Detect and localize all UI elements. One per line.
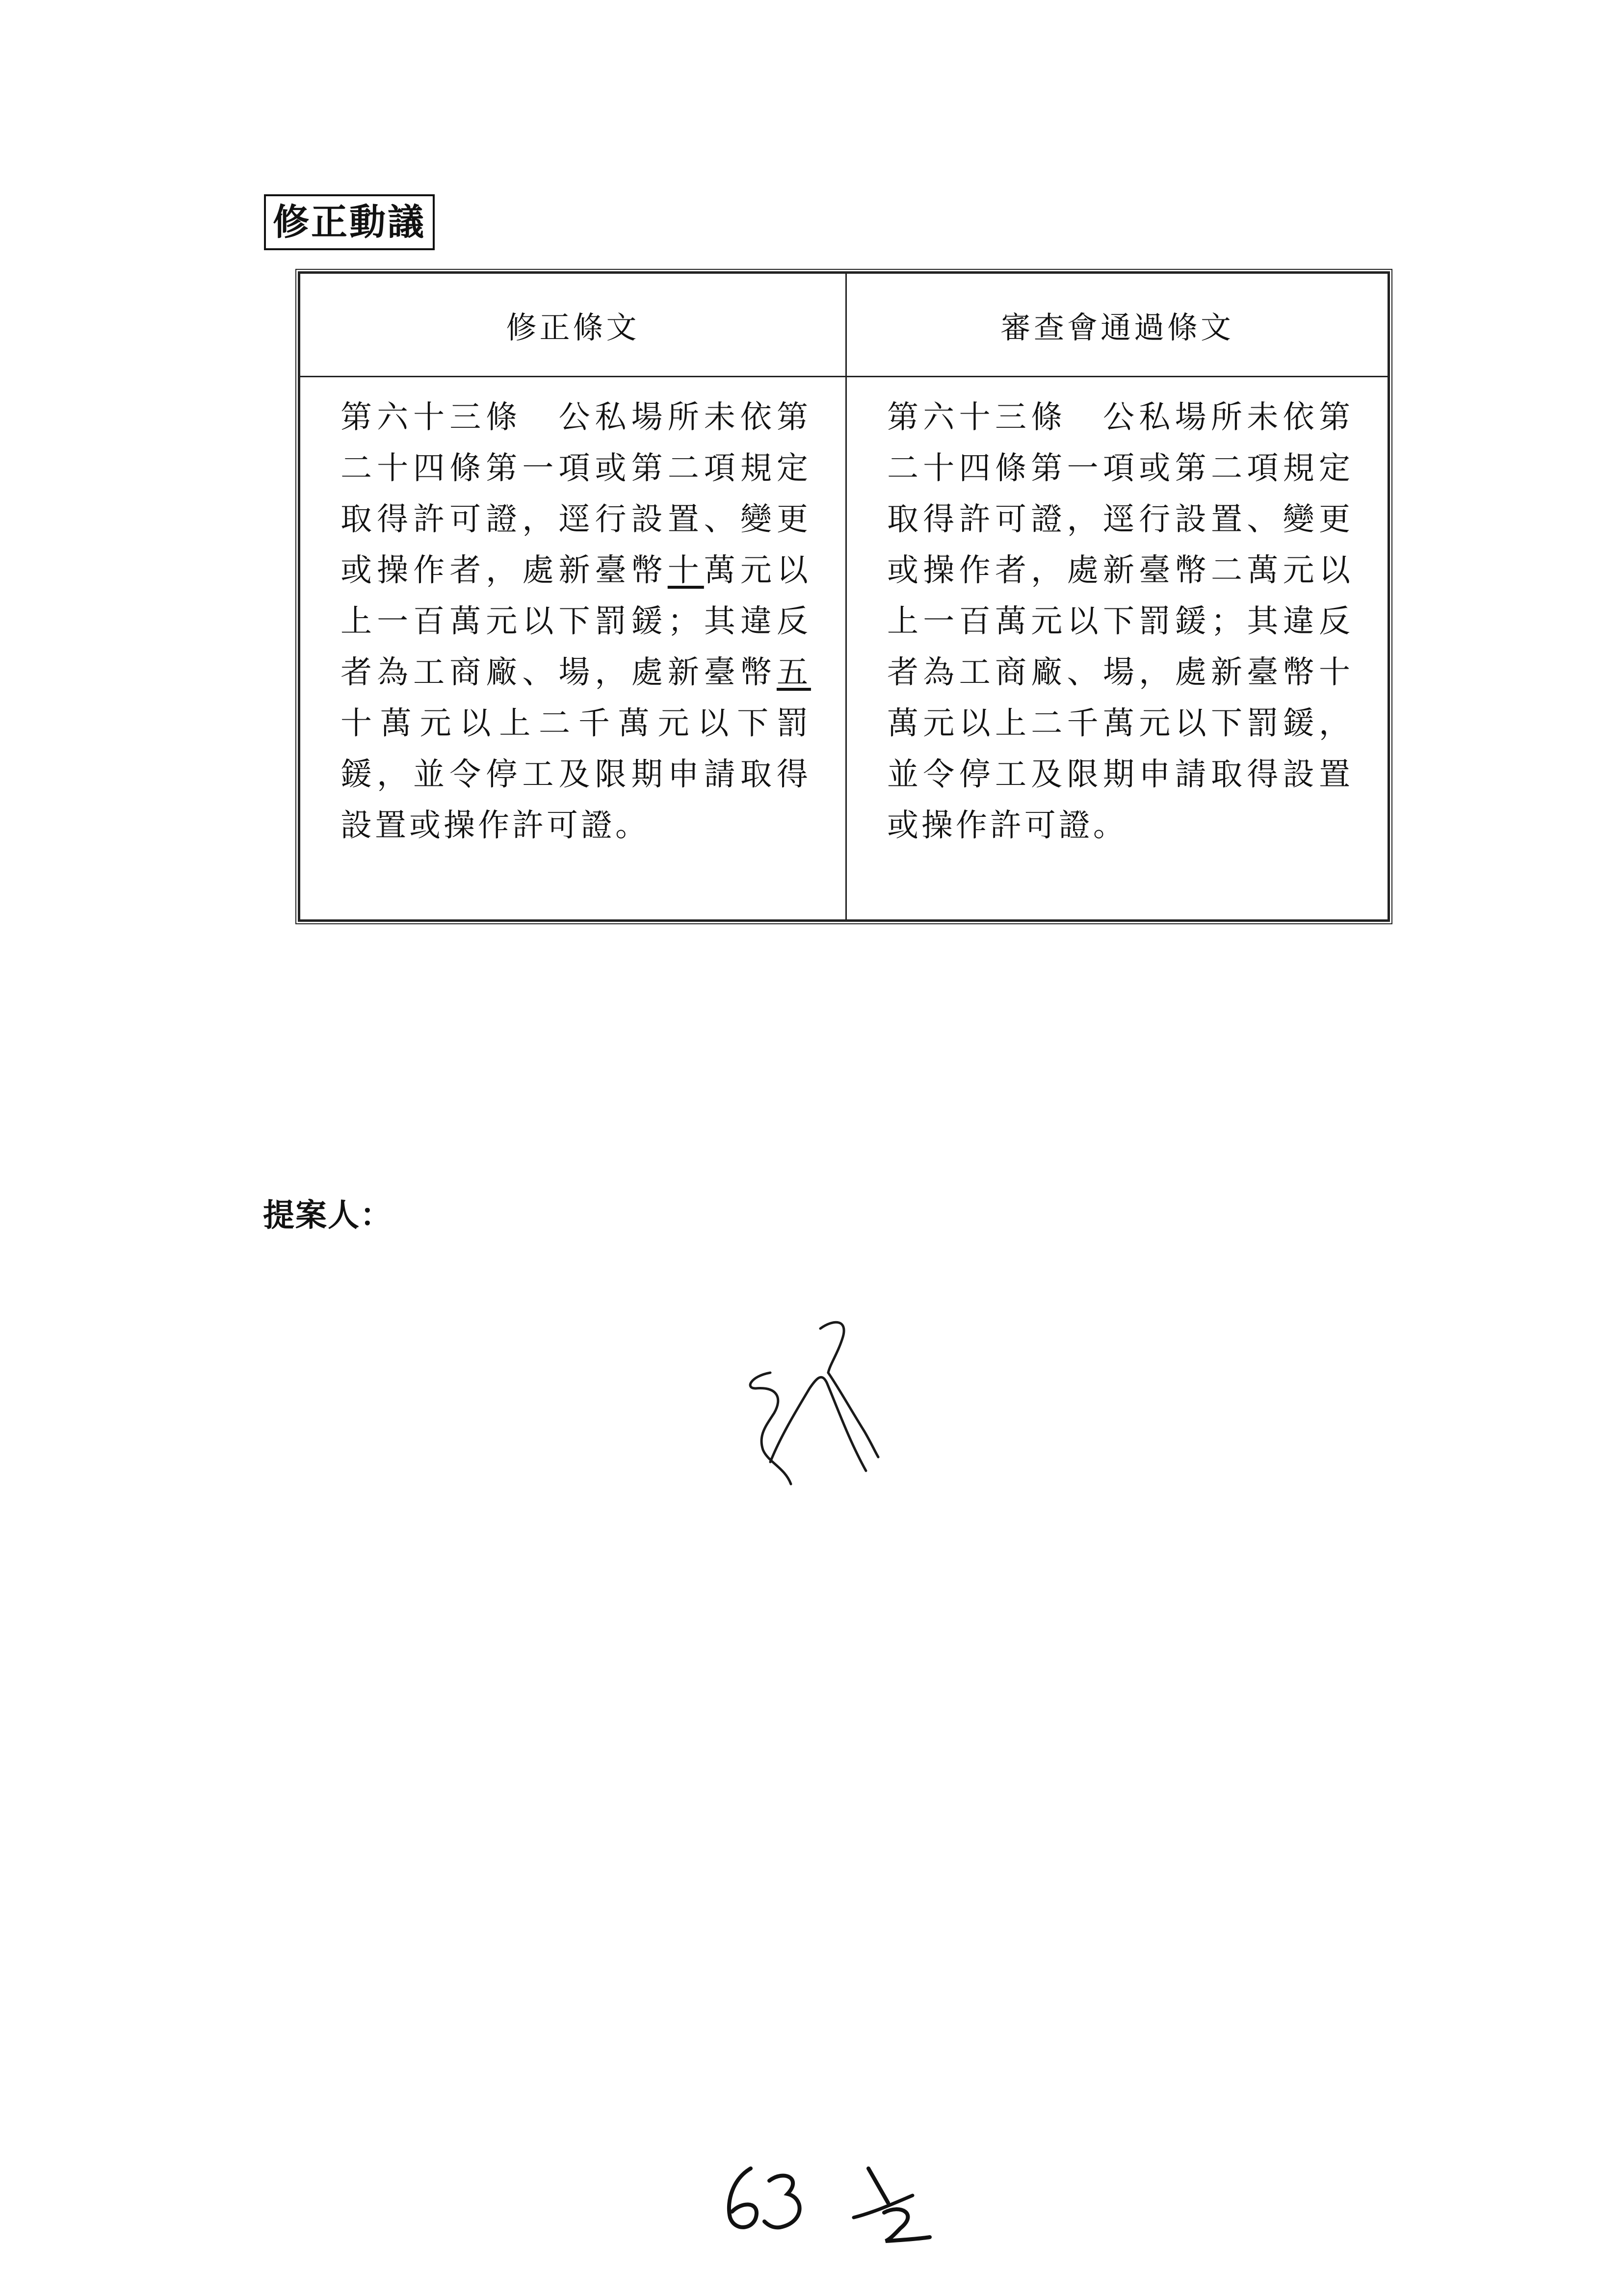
- proposer-signature: [736, 1315, 1011, 1540]
- amended-text-part-1: 第六十三條 公私場所未依第二十四條第一項或第二項規定取得許可證，逕行設置、變更或操作者，處新臺幣: [341, 399, 811, 589]
- header-amended-text: 修正條文: [300, 273, 846, 377]
- table-body-row: [300, 377, 1388, 920]
- committee-article-cell: 第六十三條 公私場所未依第二十四條第一項或第二項規定取得許可證，逕行設置、變更或操作者，處新臺幣二萬元以上一百萬元以下罰鍰；其違反者為工商廠、場，處新臺幣十萬元以上二千萬元以下罰鍰，並令停工及限期申請取得設置或操作許可證。: [846, 377, 1388, 920]
- table-header-row: [300, 273, 1388, 377]
- comparison-table: [295, 269, 1392, 924]
- motion-heading: 修正動議: [264, 194, 435, 250]
- amended-underlined-amount-2: 五: [776, 654, 811, 691]
- amended-article-cell: [300, 377, 846, 920]
- proposer-label: 提案人：: [263, 1198, 393, 1234]
- amended-text-part-3: 十萬元以上二千萬元以下罰鍰，並令停工及限期申請取得設置或操作許可證。: [341, 705, 811, 844]
- amended-underlined-amount-1: 十: [667, 552, 704, 589]
- handwritten-page-number: [707, 2149, 962, 2247]
- header-committee-text: 審查會通過條文: [846, 273, 1388, 377]
- amended-text-part-2: 萬元以上一百萬元以下罰鍰；其違反者為工商廠、場，處新臺幣: [341, 552, 811, 691]
